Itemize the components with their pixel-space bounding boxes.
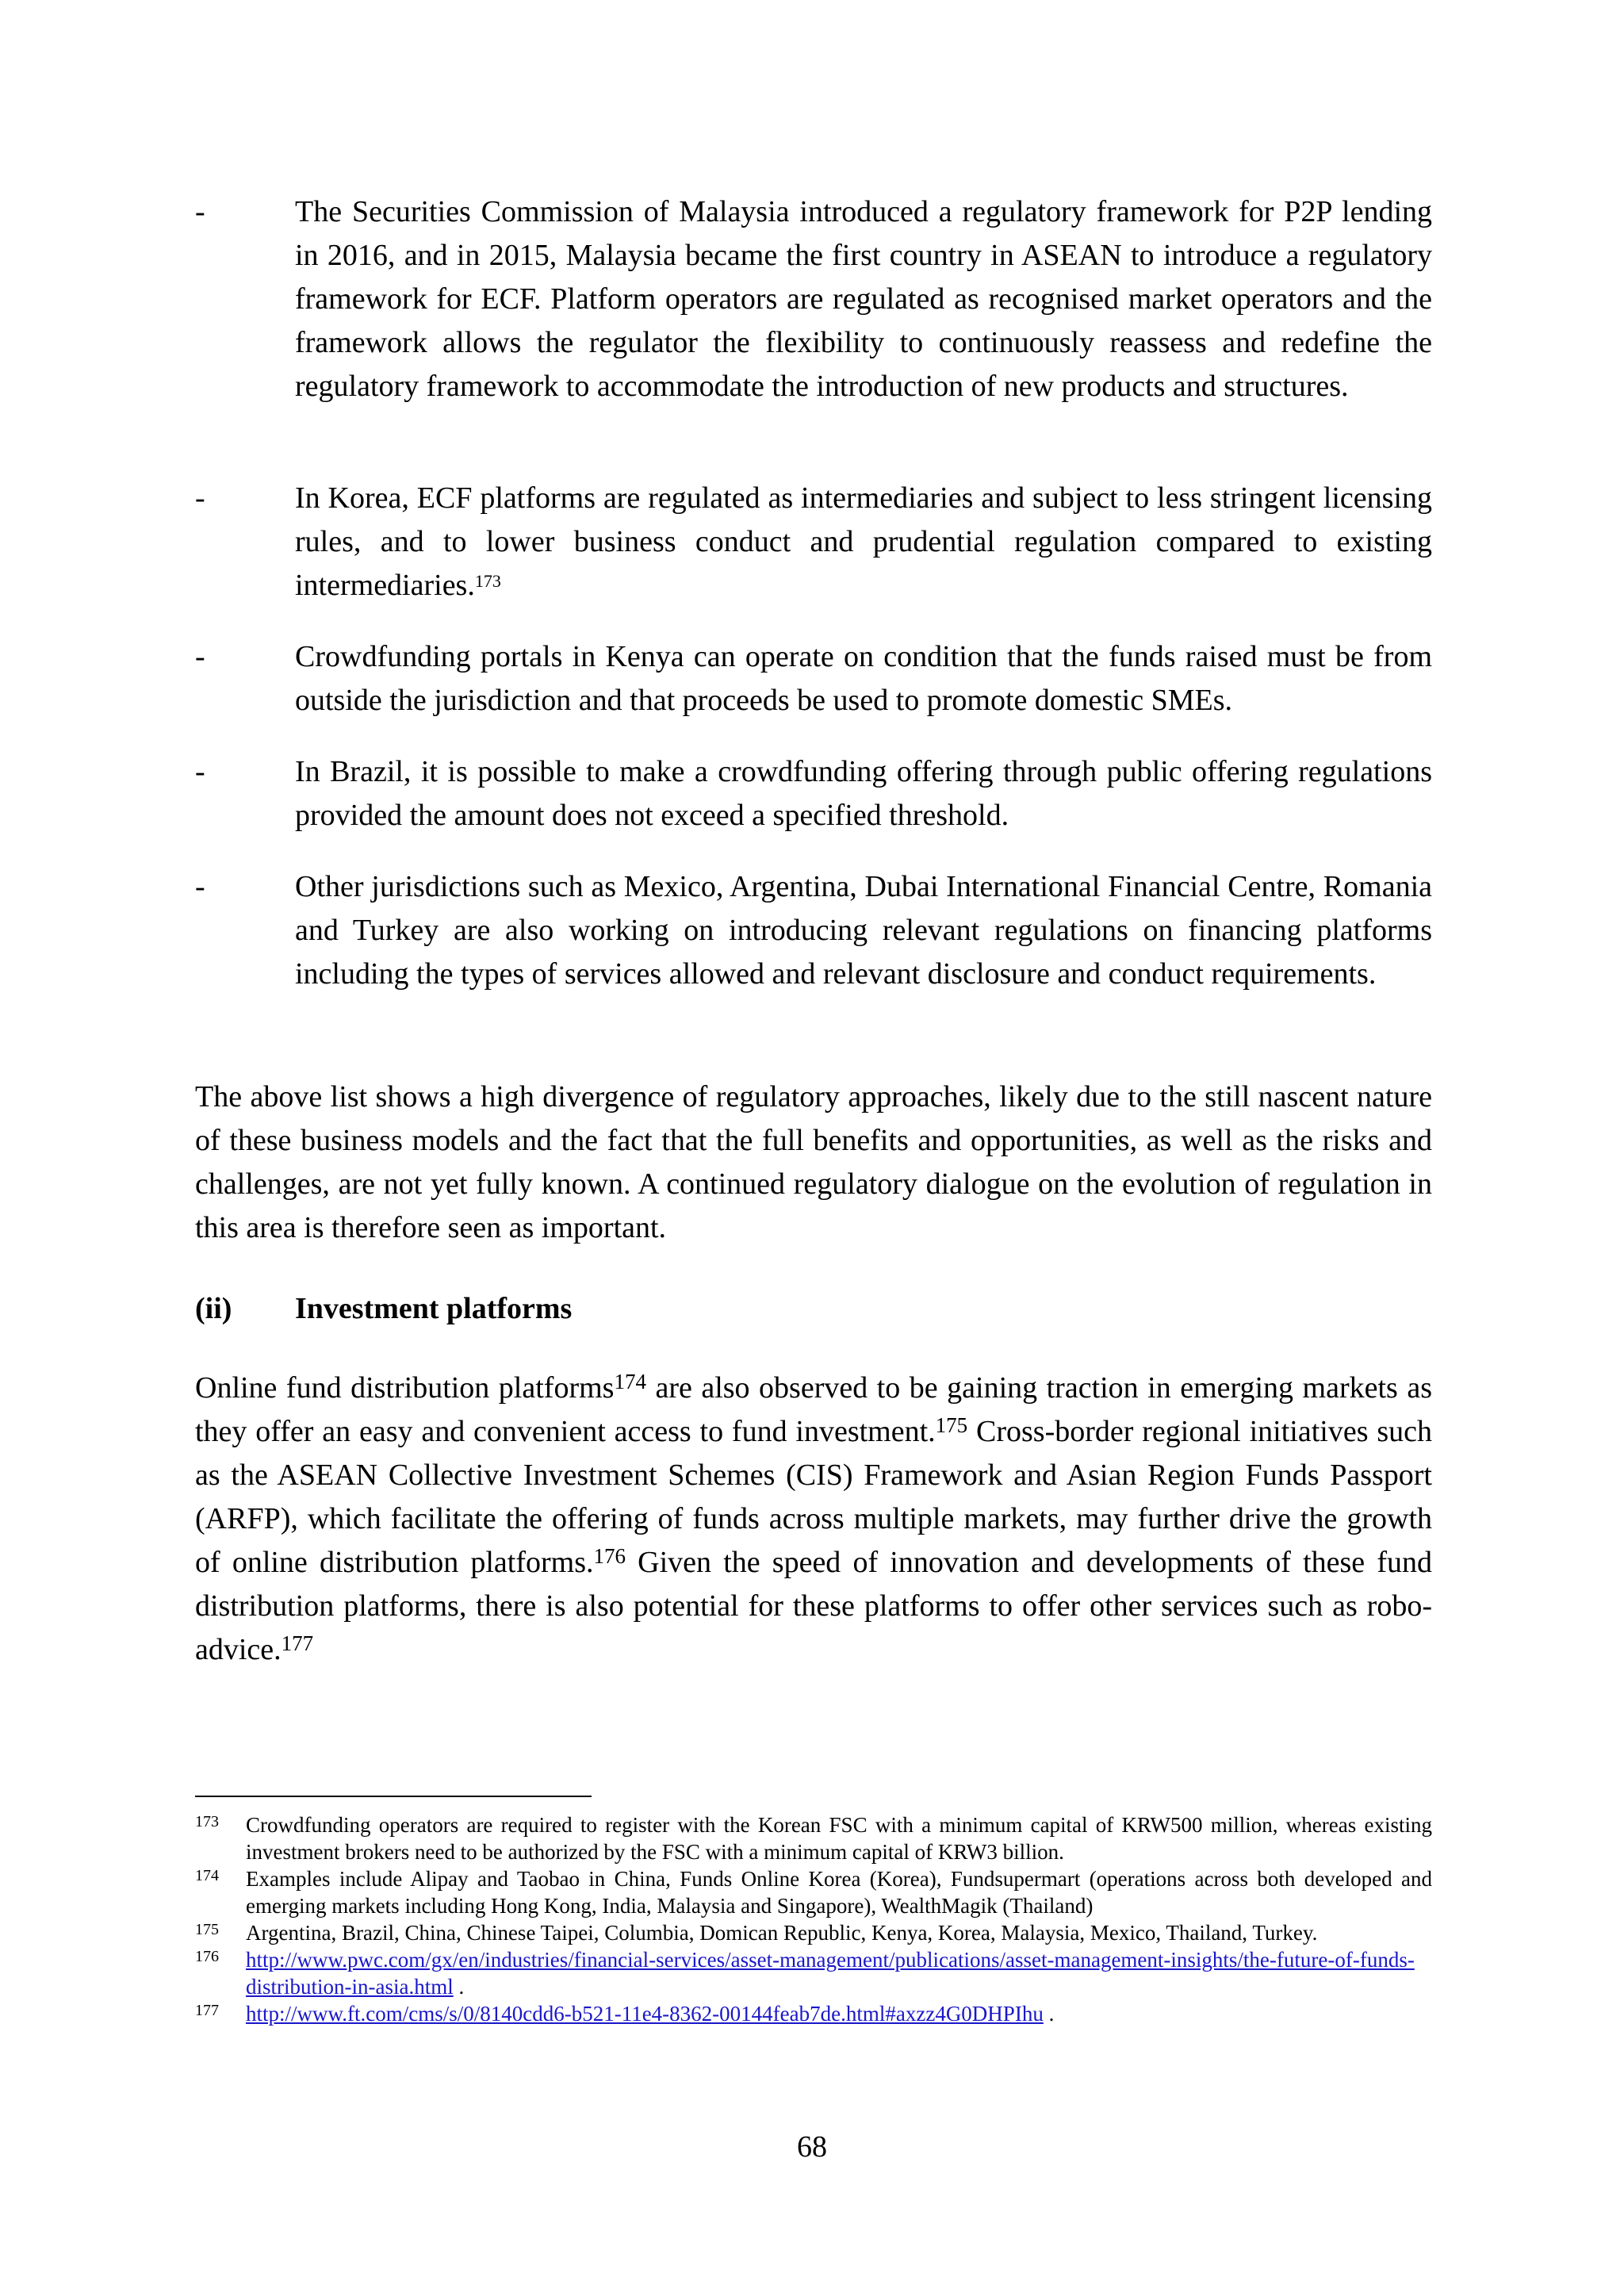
footnote-ref-176[interactable]: 176	[593, 1544, 626, 1568]
footnote-ref-175[interactable]: 175	[935, 1413, 968, 1437]
bullet-marker: -	[195, 870, 205, 903]
footnote-suffix: .	[1043, 2002, 1055, 2026]
footnote-number: 173	[195, 1813, 219, 1830]
page-number: 68	[797, 2130, 827, 2164]
footnote-suffix: .	[453, 1975, 465, 1999]
bullet-marker: -	[195, 481, 205, 515]
footnote-177	[195, 2000, 1432, 2027]
footnote-ref-174[interactable]: 174	[614, 1370, 646, 1393]
footnote-ref-177[interactable]: 177	[281, 1631, 314, 1655]
bullet-text	[295, 477, 1432, 608]
footnote-number: 176	[195, 1948, 219, 1965]
footnote-link-ft[interactable]: http://www.ft.com/cms/s/0/8140cdd6-b521-11e4-8362-00144feab7de.html#axzz4G0DHPIhu	[246, 2002, 1044, 2026]
bullet-text: The Securities Commission of Malaysia introduced a regulatory framework for P2P lending in 2016, and in 2015, Malaysia became the first country in ASEAN to introduce a regulatory framework for ECF. Platform operators are regulated as recognised market operators and the framework allows the regulator the flexibility to continuously reassess and redefine the regulatory framework to accommodate the introduction of new products and structures.	[295, 195, 1432, 403]
bullet-marker: -	[195, 640, 205, 673]
section-number: (ii)	[195, 1292, 232, 1325]
footnote-173	[195, 1811, 1432, 1865]
section-title: Investment platforms	[295, 1292, 573, 1325]
footnote-link-pwc[interactable]: http://www.pwc.com/gx/en/industries/financial-services/asset-management/publications/asset-management-insights/the-future-of-funds-distribution-in-asia.html	[246, 1948, 1415, 1999]
footnote-text	[246, 1946, 1432, 2000]
footnote-174	[195, 1865, 1432, 1919]
paragraph-text: are also observed to be gaining traction in emerging markets as they offer an easy and convenient access to fund investment.	[195, 1371, 1432, 1448]
bullet-text: Crowdfunding portals in Kenya can operate on condition that the funds raised must be from outside the jurisdiction and that proceeds be used to promote domestic SMEs.	[295, 640, 1432, 717]
investment-paragraph	[195, 1366, 1432, 1672]
paragraph-text: Online fund distribution platforms	[195, 1371, 615, 1405]
bullet-marker: -	[195, 195, 205, 228]
footnote-ref-173[interactable]: 173	[474, 571, 501, 591]
footnote-text: Argentina, Brazil, China, Chinese Taipei, Columbia, Domican Republic, Kenya, Korea, Malaysia, Mexico, Thailand, Turkey.	[246, 1921, 1318, 1945]
footnote-175	[195, 1919, 1432, 1946]
footnote-number: 175	[195, 1921, 219, 1938]
footnote-text	[246, 2000, 1432, 2027]
footnotes	[195, 1811, 1432, 2027]
footnote-number: 174	[195, 1867, 219, 1884]
paragraph-text: Given the speed of innovation and developments of these fund distribution platforms, there is also potential for these platforms to offer other services such as robo-advice.	[195, 1546, 1432, 1666]
paragraph-text: Cross-border regional initiatives such as the ASEAN Collective Investment Schemes (CIS) Framework and Asian Region Funds Passport (ARFP), which facilitate the offering of funds across multiple markets, may further drive the growth of online distribution platforms.	[195, 1415, 1432, 1579]
summary-paragraph: The above list shows a high divergence of regulatory approaches, likely due to the still nascent nature of these business models and the fact that the full benefits and opportunities, as well as the risks and challenges, are not yet fully known. A continued regulatory dialogue on the evolution of regulation in this area is therefore seen as important.	[195, 1080, 1432, 1244]
footnote-text: Examples include Alipay and Taobao in China, Funds Online Korea (Korea), Fundsupermart (operations across both developed and emerging markets including Hong Kong, India, Malaysia and Singapore), WealthMagik (Thailand)	[246, 1867, 1432, 1918]
footnote-176	[195, 1946, 1432, 2000]
footnote-text: Crowdfunding operators are required to register with the Korean FSC with a minimum capital of KRW500 million, whereas existing investment brokers need to be authorized by the FSC with a minimum capital of KRW3 billion.	[246, 1813, 1432, 1864]
footnote-number: 177	[195, 2002, 219, 2019]
bullet-text: Other jurisdictions such as Mexico, Argentina, Dubai International Financial Centre, Romania and Turkey are also working on introducing relevant regulations on financing platforms including the types of services allowed and relevant disclosure and conduct requirements.	[295, 870, 1432, 991]
bullet-marker: -	[195, 755, 205, 788]
bullet-text: In Brazil, it is possible to make a crowdfunding offering through public offering regulations provided the amount does not exceed a specified threshold.	[295, 755, 1432, 832]
footnote-separator	[195, 1796, 592, 1797]
bullet-text-body: In Korea, ECF platforms are regulated as intermediaries and subject to less stringent licensing rules, and to lower business conduct and prudential regulation compared to existing intermediaries.	[295, 481, 1432, 602]
